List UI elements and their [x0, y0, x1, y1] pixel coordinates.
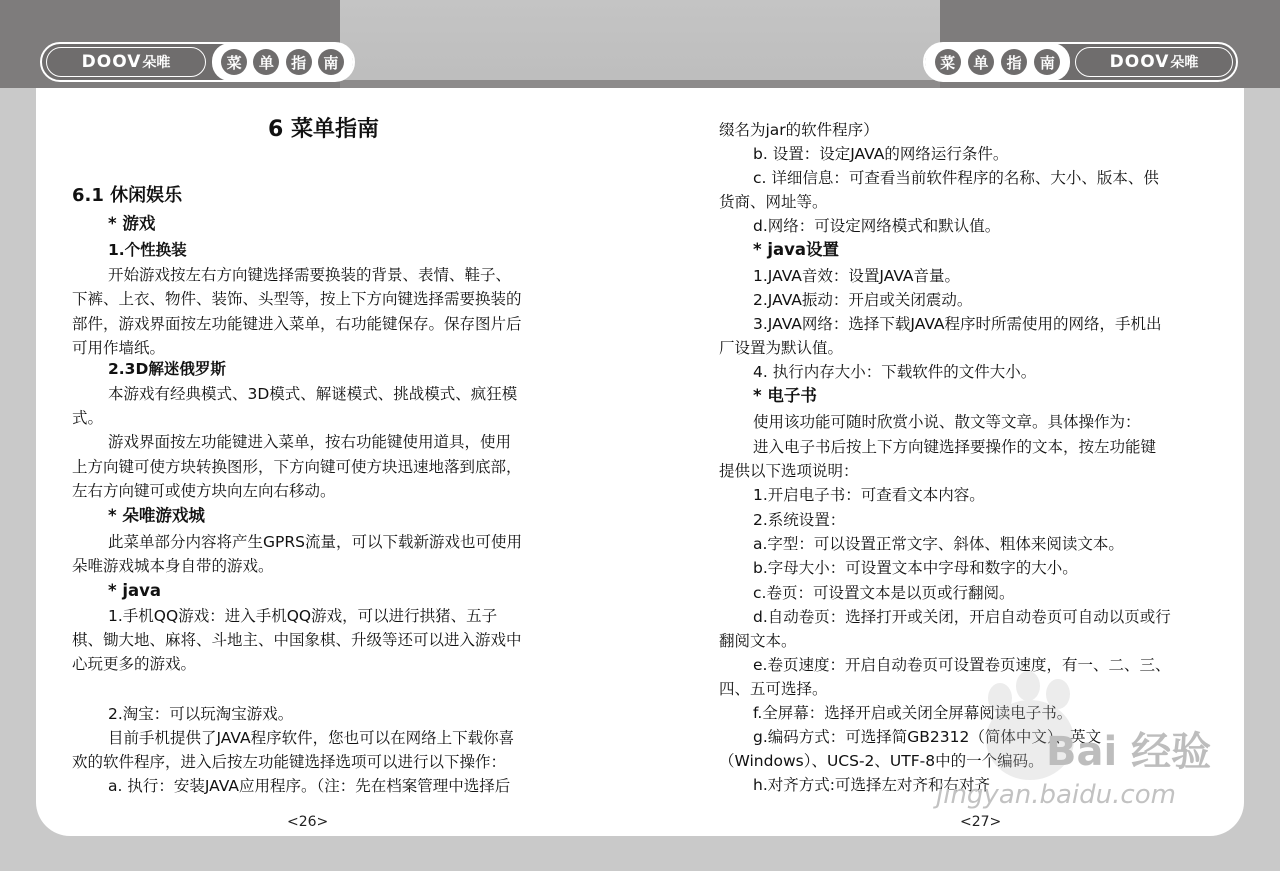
body-line: 3.JAVA网络：选择下载JAVA程序时所需使用的网络，手机出 — [753, 315, 1162, 333]
menu-char: 指 — [1001, 49, 1027, 75]
body-line: 欢的软件程序，进入后按左功能键选择选项可以进行以下操作： — [72, 753, 507, 771]
body-line: e.卷页速度：开启自动卷页可设置卷页速度，有一、二、三、 — [753, 656, 1171, 674]
body-line: 2.JAVA振动：开启或关闭震动。 — [753, 291, 973, 309]
body-line: a. 执行：安装JAVA应用程序。（注：先在档案管理中选择后 — [108, 777, 511, 795]
logo-cn: 朵唯 — [1170, 55, 1199, 71]
body-line: f.全屏幕：选择开启或关闭全屏幕阅读电子书。 — [753, 704, 1073, 722]
body-line: a.字型：可以设置正常文字、斜体、粗体来阅读文本。 — [753, 535, 1124, 553]
menu-guide-label — [212, 43, 353, 81]
body-line: 厂设置为默认值。 — [719, 339, 844, 357]
body-line: 使用该功能可随时欣赏小说、散文等文章。具体操作为： — [753, 413, 1141, 431]
doov-logo — [1075, 47, 1233, 77]
body-line: 提供以下选项说明： — [719, 462, 859, 480]
menu-char: 南 — [318, 49, 344, 75]
subheading: 1.个性换装 — [108, 241, 187, 259]
body-line: 式。 — [72, 409, 104, 427]
body-line: 部件，游戏界面按左功能键进入菜单，右功能键保存。保存图片后 — [72, 315, 522, 333]
subheading: 2.3D解迷俄罗斯 — [108, 360, 226, 378]
page-number-left: <26> — [287, 814, 329, 830]
body-line: c.卷页：可设置文本是以页或行翻阅。 — [753, 584, 1015, 602]
body-line: 4. 执行内存大小：下载软件的文件大小。 — [753, 363, 1037, 381]
heading-doov-game-center: * 朵唯游戏城 — [108, 506, 205, 525]
body-line: 开始游戏按左右方向键选择需要换装的背景、表情、鞋子、 — [108, 266, 512, 284]
section-title: 6.1 休闲娱乐 — [72, 185, 183, 206]
body-line: 左右方向键可或使方块向左向右移动。 — [72, 482, 336, 500]
body-line: d.自动卷页：选择打开或关闭，开启自动卷页可自动以页或行 — [753, 608, 1171, 626]
body-line: 1.手机QQ游戏：进入手机QQ游戏，可以进行拱猪、五子 — [108, 607, 498, 625]
menu-char: 指 — [286, 49, 312, 75]
logo-text: DOOV — [81, 52, 142, 72]
header-pill-left — [40, 42, 355, 82]
page-number-right: <27> — [960, 814, 1002, 830]
body-line: 朵唯游戏城本身自带的游戏。 — [72, 557, 274, 575]
body-line: 进入电子书后按上下方向键选择要操作的文本，按左功能键 — [753, 438, 1157, 456]
doov-logo — [46, 47, 206, 77]
menu-char: 菜 — [221, 49, 247, 75]
body-line: 缀名为jar的软件程序） — [719, 121, 879, 139]
body-line: c. 详细信息：可查看当前软件程序的名称、大小、版本、供 — [753, 169, 1159, 187]
heading-games: * 游戏 — [108, 214, 156, 233]
body-line: h.对齐方式:可选择左对齐和右对齐 — [753, 776, 990, 794]
body-line: g.编码方式：可选择简GB2312（简体中文）、英文 — [753, 728, 1102, 746]
logo-cn: 朵唯 — [142, 55, 171, 71]
body-line: （Windows）、UCS-2、UTF-8中的一个编码。 — [719, 752, 1044, 770]
header-band-center — [340, 0, 940, 88]
body-line: 翻阅文本。 — [719, 632, 797, 650]
menu-char: 菜 — [935, 49, 961, 75]
body-line: 上方向键可使方块转换图形，下方向键可使方块迅速地落到底部， — [72, 458, 522, 476]
body-line: 棋、锄大地、麻将、斗地主、中国象棋、升级等还可以进入游戏中 — [72, 631, 522, 649]
header-pill-right — [923, 42, 1238, 82]
watermark-text: Bai 经验 — [1046, 729, 1212, 775]
body-line: b.字母大小：可设置文本中字母和数字的大小。 — [753, 559, 1078, 577]
heading-java-settings: * java设置 — [753, 240, 840, 259]
body-line: 此菜单部分内容将产生GPRS流量，可以下载新游戏也可使用 — [108, 533, 522, 551]
body-line: 游戏界面按左功能键进入菜单，按右功能键使用道具，使用 — [108, 433, 512, 451]
body-line: 2.淘宝：可以玩淘宝游戏。 — [108, 705, 294, 723]
body-line: 心玩更多的游戏。 — [72, 655, 197, 673]
body-line: 可用作墙纸。 — [72, 339, 166, 357]
body-line: 四、五可选择。 — [719, 680, 828, 698]
body-line: 2.系统设置： — [753, 511, 846, 529]
menu-char: 单 — [968, 49, 994, 75]
chapter-title: 6 菜单指南 — [268, 117, 379, 142]
body-line: 货商、网址等。 — [719, 193, 828, 211]
body-line: b. 设置：设定JAVA的网络运行条件。 — [753, 145, 1009, 163]
watermark-url: jingyan.baidu.com — [936, 780, 1176, 810]
body-line: 1.开启电子书：可查看文本内容。 — [753, 486, 985, 504]
body-line: 目前手机提供了JAVA程序软件，您也可以在网络上下载你喜 — [108, 729, 515, 747]
body-line: 本游戏有经典模式、3D模式、解谜模式、挑战模式、疯狂模 — [108, 385, 518, 403]
menu-char: 南 — [1034, 49, 1060, 75]
heading-java: * java — [108, 581, 162, 600]
body-line: d.网络：可设定网络模式和默认值。 — [753, 217, 1001, 235]
menu-guide-label — [925, 43, 1070, 81]
heading-ebook: * 电子书 — [753, 386, 817, 405]
body-line: 1.JAVA音效：设置JAVA音量。 — [753, 267, 961, 285]
menu-char: 单 — [253, 49, 279, 75]
body-line: 下裤、上衣、物件、装饰、头型等，按上下方向键选择需要换装的 — [72, 290, 522, 308]
logo-text: DOOV — [1109, 52, 1170, 72]
